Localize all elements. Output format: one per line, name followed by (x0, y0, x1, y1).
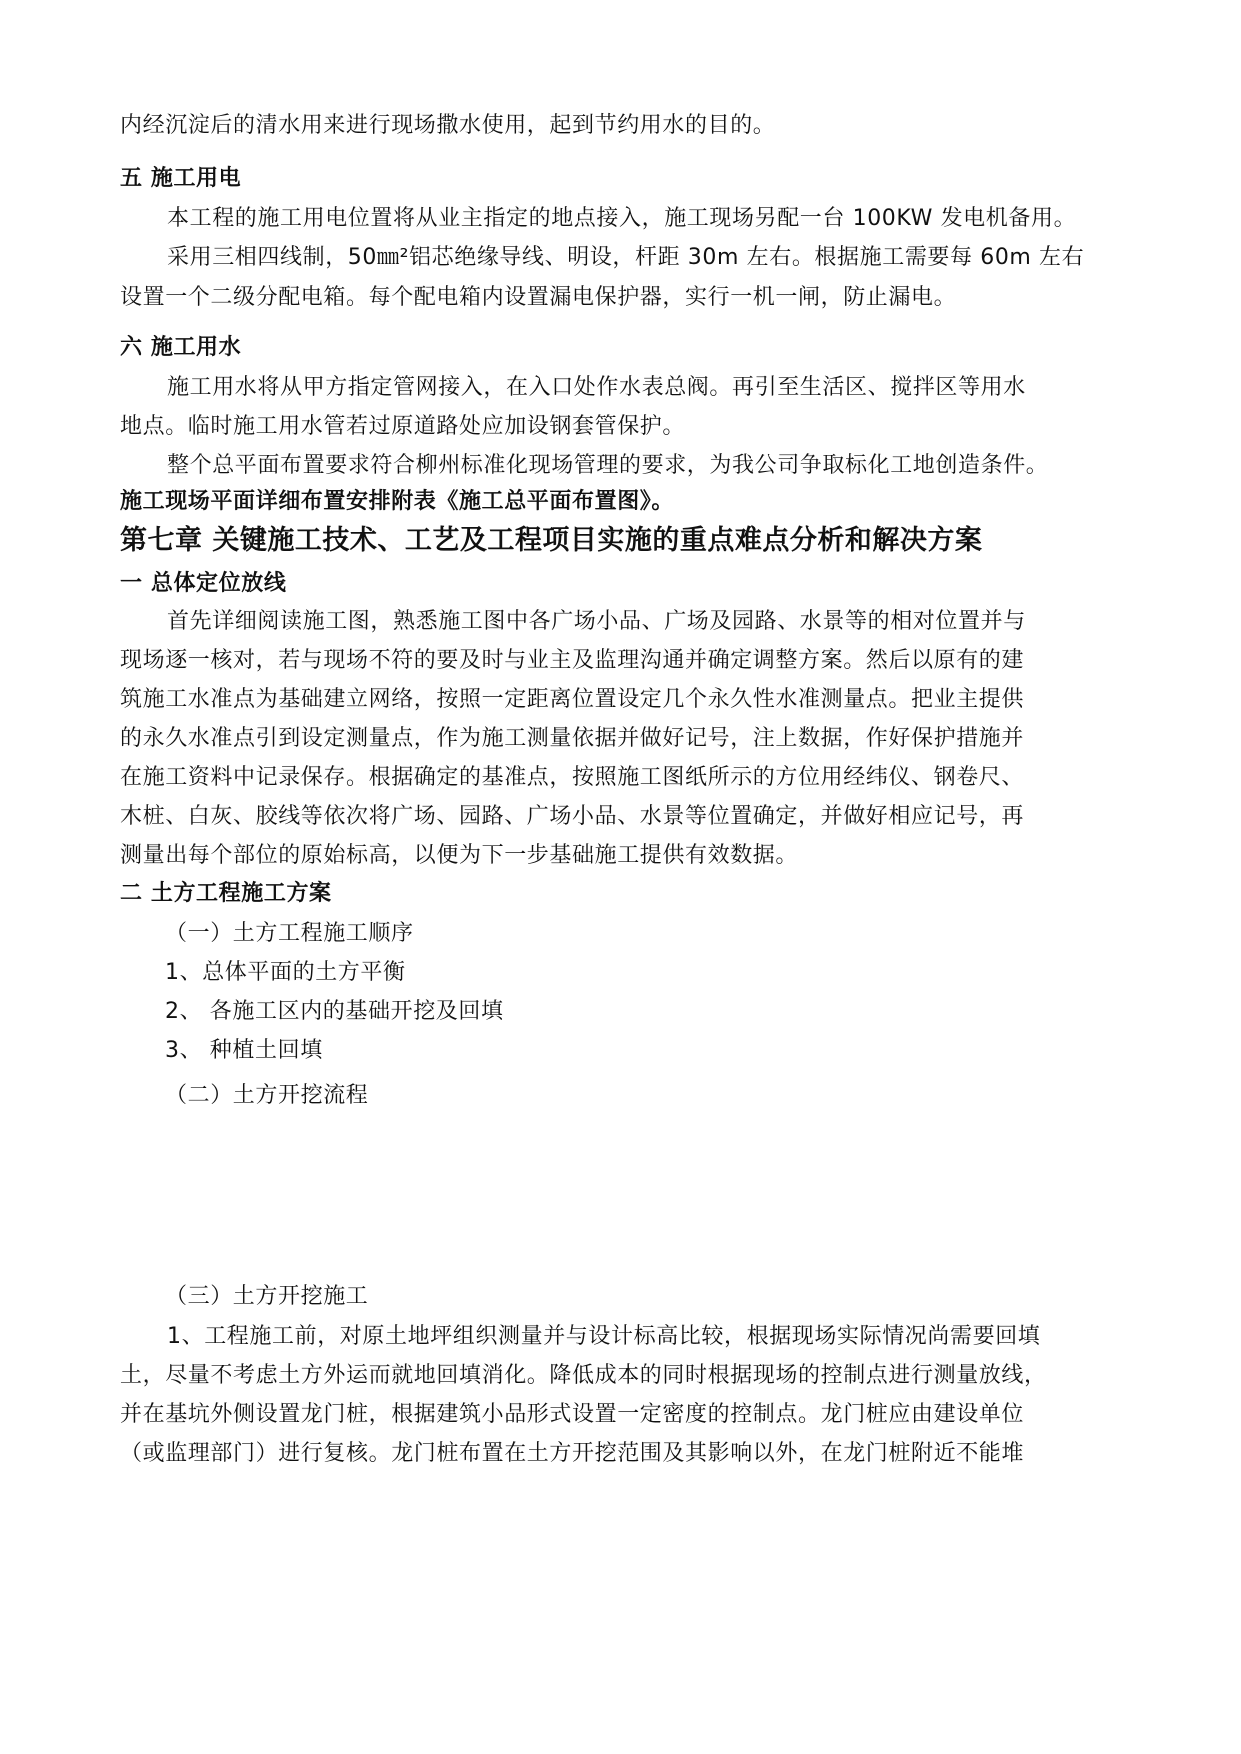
body-text-line: 木桩、白灰、胶线等依次将广场、园路、广场小品、水景等位置确定，并做好相应记号，再 (120, 804, 1025, 829)
body-text-line: 测量出每个部位的原始标高，以便为下一步基础施工提供有效数据。 (120, 843, 799, 868)
section-heading-positioning: 一 总体定位放线 (120, 571, 287, 596)
subsection-heading: （二）土方开挖流程 (165, 1083, 369, 1108)
chapter-title: 第七章 关键施工技术、工艺及工程项目实施的重点难点分析和解决方案 (120, 525, 983, 556)
body-text-line: 筑施工水准点为基础建立网络，按照一定距离位置设定几个永久性水准测量点。把业主提供 (120, 687, 1025, 712)
body-text-line: 设置一个二级分配电箱。每个配电箱内设置漏电保护器，实行一机一闸，防止漏电。 (120, 285, 957, 310)
body-text-line: 内经沉淀后的清水用来进行现场撒水使用，起到节约用水的目的。 (120, 113, 776, 138)
section-heading-water: 六 施工用水 (120, 335, 242, 360)
body-text-line: 现场逐一核对，若与现场不符的要及时与业主及监理沟通并确定调整方案。然后以原有的建 (120, 648, 1025, 673)
body-text-line: 本工程的施工用电位置将从业主指定的地点接入，施工现场另配一台 100KW 发电机备用。 (167, 206, 1077, 231)
body-text-line: 在施工资料中记录保存。根据确定的基准点，按照施工图纸所示的方位用经纬仪、钢卷尺、 (120, 765, 1025, 790)
body-text-line: 采用三相四线制，50㎜²铝芯绝缘导线、明设，杆距 30m 左右。根据施工需要每 60m 左右 (167, 245, 1085, 270)
body-text-line: 1、工程施工前，对原土地坪组织测量并与设计标高比较，根据现场实际情况尚需要回填 (167, 1324, 1041, 1349)
section-heading-earthwork: 二 土方工程施工方案 (120, 881, 332, 906)
body-text-line: 首先详细阅读施工图，熟悉施工图中各广场小品、广场及园路、水景等的相对位置并与 (167, 609, 1026, 634)
body-text-line: （或监理部门）进行复核。龙门桩布置在土方开挖范围及其影响以外，在龙门桩附近不能堆 (120, 1441, 1025, 1466)
numbered-item: 1、总体平面的土方平衡 (165, 960, 406, 985)
body-text-line: 施工用水将从甲方指定管网接入，在入口处作水表总阀。再引至生活区、搅拌区等用水 (167, 375, 1026, 400)
numbered-item: 2、 各施工区内的基础开挖及回填 (165, 999, 504, 1024)
section-heading-power: 五 施工用电 (120, 166, 242, 191)
appendix-note: 施工现场平面详细布置安排附表《施工总平面布置图》。 (120, 489, 675, 514)
body-text-line: 整个总平面布置要求符合柳州标准化现场管理的要求，为我公司争取标化工地创造条件。 (167, 453, 1049, 478)
subsection-heading: （三）土方开挖施工 (165, 1284, 369, 1309)
body-text-line: 土，尽量不考虑土方外运而就地回填消化。降低成本的同时根据现场的控制点进行测量放线， (120, 1363, 1047, 1388)
body-text-line: 地点。临时施工用水管若过原道路处应加设钢套管保护。 (120, 414, 686, 439)
body-text-line: 的永久水准点引到设定测量点，作为施工测量依据并做好记号，注上数据，作好保护措施并 (120, 726, 1025, 751)
body-text-line: 并在基坑外侧设置龙门桩，根据建筑小品形式设置一定密度的控制点。龙门桩应由建设单位 (120, 1402, 1025, 1427)
numbered-item: 3、 种植土回填 (165, 1038, 323, 1063)
subsection-heading: （一）土方工程施工顺序 (165, 921, 414, 946)
